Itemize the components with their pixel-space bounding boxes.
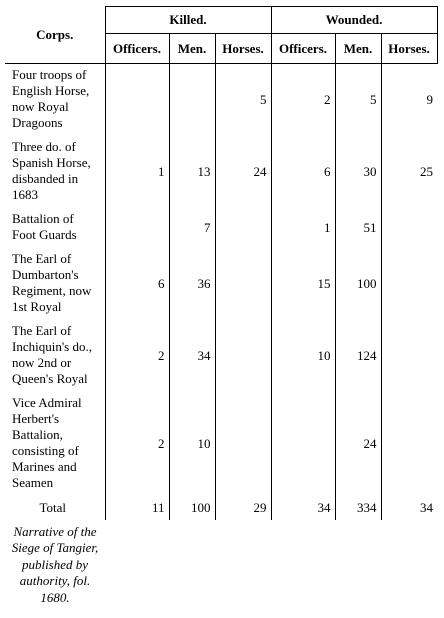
table-row (5, 320, 437, 392)
source-citation: Narrative of the Siege of Tangier, published by authority, fol. 1680. (11, 523, 99, 605)
corps-name: Vice Admiral Herbert's Battalion, consisting of Marines and Seamen (5, 392, 105, 496)
casualty-table (5, 6, 438, 606)
killed-officers: 6 (105, 248, 169, 320)
total-wounded-horses: 34 (420, 499, 433, 515)
wounded-men: 24 (335, 392, 381, 496)
killed-horses: 5 (215, 64, 271, 136)
total-wounded-officers: 34 (271, 496, 335, 520)
wounded-men: 124 (335, 320, 381, 392)
wounded-horses: 9 (426, 91, 433, 107)
killed-men: 13 (169, 136, 215, 208)
killed-men: 7 (169, 208, 215, 248)
table-row (5, 136, 437, 208)
header-wounded-horses: Horses. (381, 34, 437, 64)
corps-name: Battalion of Foot Guards (5, 208, 105, 248)
wounded-horses (381, 208, 437, 248)
header-killed: Killed. (105, 7, 271, 34)
header-row-groups (5, 7, 437, 34)
wounded-officers: 10 (271, 320, 335, 392)
killed-horses: 24 (215, 136, 271, 208)
header-corps: Corps. (5, 7, 105, 64)
header-wounded-officers: Officers. (271, 34, 335, 64)
wounded-officers (271, 392, 335, 496)
header-killed-men: Men. (169, 34, 215, 64)
corps-name: Four troops of English Horse, now Royal Dragoons (5, 64, 105, 136)
wounded-horses: 25 (420, 163, 433, 179)
table-row (5, 208, 437, 248)
killed-horses (215, 392, 271, 496)
killed-horses (215, 248, 271, 320)
header-killed-horses: Horses. (215, 34, 271, 64)
killed-officers: 1 (105, 136, 169, 208)
table-row (5, 64, 437, 136)
wounded-officers: 6 (271, 136, 335, 208)
corps-name: Three do. of Spanish Horse, disbanded in 1683 (5, 136, 105, 208)
wounded-men: 51 (335, 208, 381, 248)
killed-officers: 2 (105, 392, 169, 496)
wounded-officers: 1 (271, 208, 335, 248)
killed-men (169, 64, 215, 136)
killed-men: 34 (169, 320, 215, 392)
killed-officers (105, 208, 169, 248)
wounded-men: 5 (335, 64, 381, 136)
wounded-men: 100 (335, 248, 381, 320)
wounded-horses (381, 392, 437, 496)
wounded-men: 30 (335, 136, 381, 208)
table-row (5, 392, 437, 496)
corps-name: The Earl of Inchiquin's do., now 2nd or Queen's Royal (5, 320, 105, 392)
total-row (5, 496, 437, 520)
total-wounded-men: 334 (335, 496, 381, 520)
killed-officers (105, 64, 169, 136)
table-row (5, 248, 437, 320)
killed-men: 10 (169, 392, 215, 496)
total-killed-officers: 11 (105, 496, 169, 520)
killed-officers: 2 (105, 320, 169, 392)
killed-horses (215, 208, 271, 248)
header-wounded: Wounded. (271, 7, 437, 34)
source-row (5, 520, 437, 607)
total-killed-men: 100 (169, 496, 215, 520)
header-wounded-men: Men. (335, 34, 381, 64)
wounded-horses (381, 248, 437, 320)
wounded-officers: 15 (271, 248, 335, 320)
killed-men: 36 (169, 248, 215, 320)
wounded-horses (381, 320, 437, 392)
total-label: Total (5, 496, 105, 520)
wounded-officers: 2 (271, 64, 335, 136)
header-killed-officers: Officers. (105, 34, 169, 64)
total-killed-horses: 29 (215, 496, 271, 520)
corps-name: The Earl of Dumbarton's Regiment, now 1st Royal (5, 248, 105, 320)
killed-horses (215, 320, 271, 392)
